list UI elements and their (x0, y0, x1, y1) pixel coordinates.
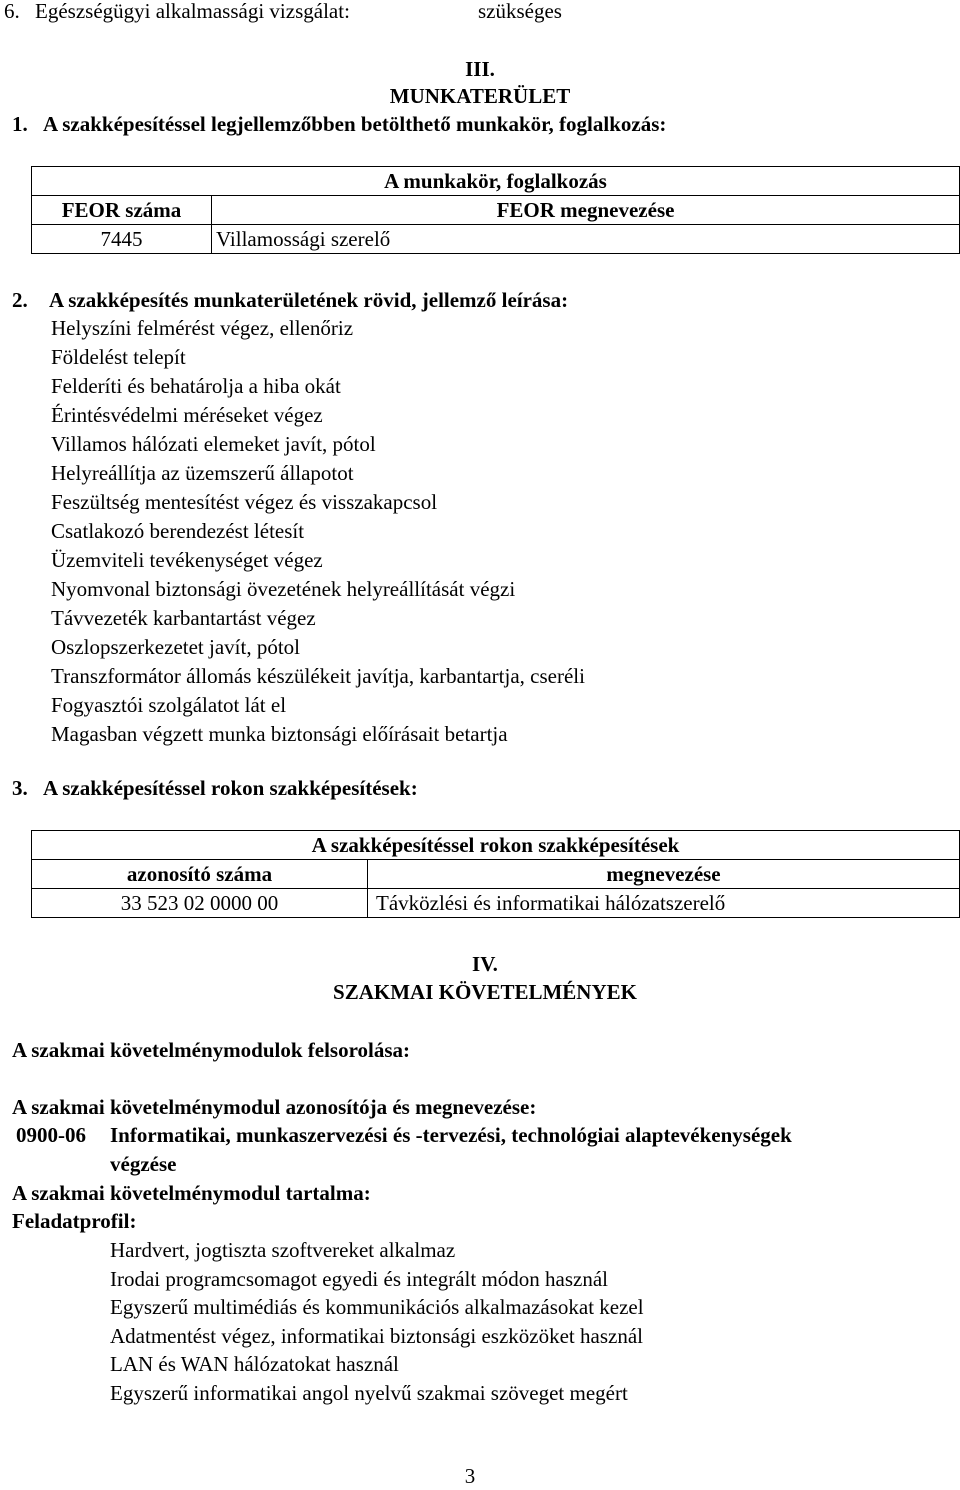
list-item: Oszlopszerkezetet javít, pótol (51, 635, 300, 659)
list-item: Villamos hálózati elemeket javít, pótol (51, 432, 376, 456)
modules-list-label: A szakmai követelménymodulok felsorolása: (12, 1038, 411, 1062)
list-item: Földelést telepít (51, 345, 186, 369)
related-table-group-header-row (32, 831, 960, 860)
feor-table-header-row (32, 196, 960, 225)
list-item: Egyszerű multimédiás és kommunikációs alkalmazásokat kezel (110, 1295, 644, 1320)
item-3-heading (12, 774, 418, 802)
module-id-label: A szakmai követelménymodul azonosítója és megnevezése: (12, 1095, 537, 1119)
list-item: Csatlakozó berendezést létesít (51, 519, 305, 543)
list-item: Fogyasztói szolgálatot lát el (51, 693, 287, 717)
section-6-label: Egészségügyi alkalmassági vizsgálat: (35, 0, 350, 23)
list-item: Helyszíni felmérést végez, ellenőriz (51, 316, 354, 340)
item-2-text: A szakképesítés munkaterületének rövid, jellemző leírása: (49, 288, 569, 312)
module-name-line-1: Informatikai, munkaszervezési és -tervezési, technológiai alaptevékenységek (110, 1123, 792, 1147)
item-3-number: 3. (12, 776, 28, 800)
item-1-text: A szakképesítéssel legjellemzőbben betölthető munkakör, foglalkozás: (43, 112, 667, 136)
list-item: Helyreállítja az üzemszerű állapotot (51, 461, 354, 485)
list-item: Távvezeték karbantartást végez (51, 606, 316, 630)
feor-col-code-header: FEOR száma (32, 196, 212, 225)
list-item: Adatmentést végez, informatikai biztonsági eszközöket használ (110, 1323, 643, 1348)
section-6-line (4, 0, 350, 25)
list-item: Irodai programcsomagot egyedi és integrált módon használ (110, 1266, 609, 1291)
page-number: 3 (464, 1464, 476, 1488)
list-item: Felderíti és behatárolja a hiba okát (51, 374, 341, 398)
list-item: Feszültség mentesítést végez és visszakapcsol (51, 490, 438, 514)
item-3-text: A szakképesítéssel rokon szakképesítések: (43, 776, 418, 800)
item-1-number: 1. (12, 112, 28, 136)
module-content-label: A szakmai követelménymodul tartalma: (12, 1181, 371, 1205)
feor-group-header: A munkakör, foglalkozás (32, 167, 960, 196)
task-profile-label: Feladatprofil: (12, 1209, 137, 1233)
list-item: Érintésvédelmi méréseket végez (51, 403, 323, 427)
list-item: Hardvert, jogtiszta szoftvereket alkalmaz (110, 1238, 456, 1262)
feor-col-name-header: FEOR megnevezése (212, 196, 960, 225)
item-1-heading (12, 110, 666, 138)
section-4-roman: IV. (472, 952, 498, 976)
related-table-header-row (32, 860, 960, 889)
table-row (32, 889, 960, 918)
related-id-cell: 33 523 02 0000 00 (32, 889, 368, 918)
section-3-heading: MUNKATERÜLET (389, 84, 571, 108)
section-4-heading: SZAKMAI KÖVETELMÉNYEK (333, 980, 637, 1004)
section-6-value: szükséges (478, 0, 562, 23)
module-code: 0900-06 (16, 1123, 86, 1147)
table-row (32, 225, 960, 254)
related-col-name-header: megnevezése (368, 860, 960, 889)
feor-table (31, 166, 960, 254)
list-item: Üzemviteli tevékenységet végez (51, 548, 323, 572)
section-3-roman: III. (465, 57, 495, 81)
related-col-id-header: azonosító száma (32, 860, 368, 889)
work-area-list (51, 314, 585, 749)
list-item: Nyomvonal biztonsági övezetének helyreállítását végzi (51, 577, 516, 601)
feor-name-cell: Villamossági szerelő (212, 225, 960, 254)
related-group-header: A szakképesítéssel rokon szakképesítések (32, 831, 960, 860)
list-item: LAN és WAN hálózatokat használ (110, 1352, 399, 1377)
related-qualifications-table (31, 830, 960, 918)
module-name-line-2: végzése (110, 1152, 177, 1176)
feor-code-cell: 7445 (32, 225, 212, 254)
list-item: Magasban végzett munka biztonsági előírásait betartja (51, 722, 508, 746)
item-2-number: 2. (12, 288, 28, 312)
list-item: Egyszerű informatikai angol nyelvű szakmai szöveget megért (110, 1380, 628, 1405)
related-name-cell: Távközlési és informatikai hálózatszerelő (368, 889, 960, 918)
list-item: Transzformátor állomás készülékeit javítja, karbantartja, cseréli (51, 664, 585, 688)
item-2-heading (12, 286, 568, 314)
task-profile-list (110, 1236, 644, 1408)
feor-table-group-header-row (32, 167, 960, 196)
section-6-number: 6. (4, 0, 20, 23)
